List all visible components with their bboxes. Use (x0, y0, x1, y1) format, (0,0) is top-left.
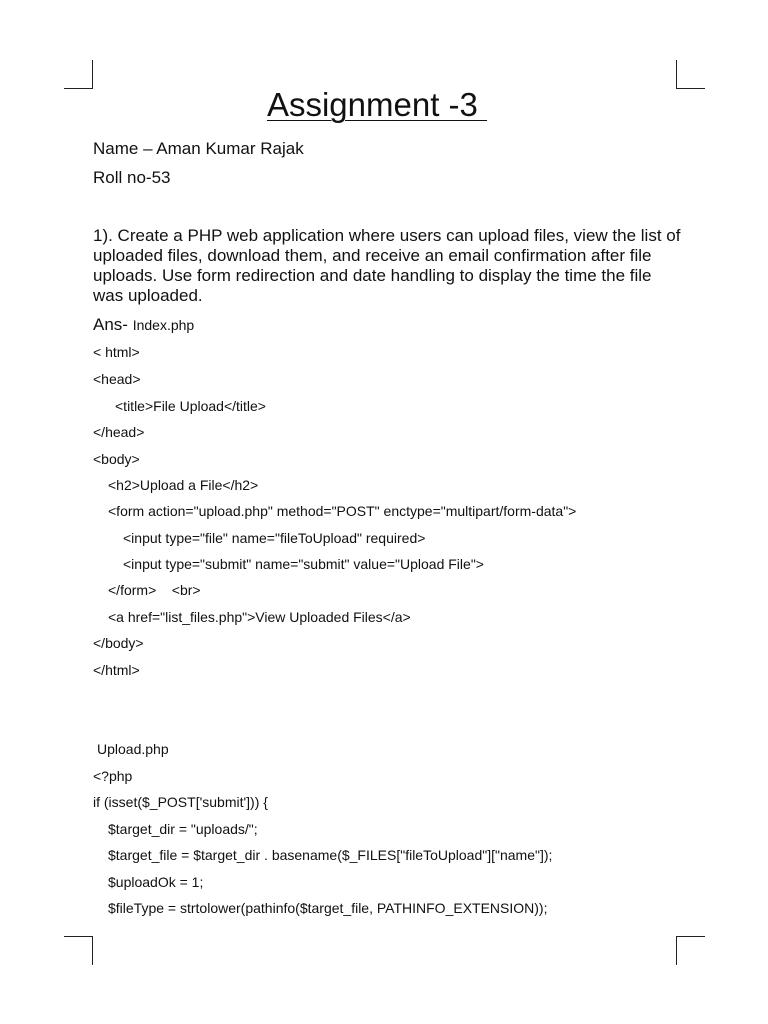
code-line: $target_file = $target_dir . basename($_FILES["fileToUpload"]["name"]); (108, 847, 553, 863)
question-text: 1). Create a PHP web application where users can upload files, view the list of uploaded files, download them, and receive an email confirmation after file uploads. Use form redirection and date handling to display the time the file was uploaded. (93, 226, 681, 305)
index-file-label: Index.php (132, 317, 195, 333)
answer-heading (93, 315, 194, 335)
code-line: $target_dir = "uploads/"; (108, 821, 258, 837)
code-line: <input type="file" name="fileToUpload" required> (123, 530, 426, 546)
roll-number: Roll no-53 (93, 168, 171, 187)
crop-mark-top-right (676, 60, 705, 89)
student-name: Name – Aman Kumar Rajak (93, 139, 304, 158)
code-line: </head> (93, 424, 145, 440)
code-line: < html> (93, 344, 140, 360)
assignment-title: Assignment -3 (266, 86, 488, 123)
code-line: <body> (93, 451, 140, 467)
code-line: </body> (93, 635, 144, 651)
code-line: </form> <br> (108, 582, 201, 598)
crop-mark-bottom-left (64, 936, 93, 965)
code-line: <?php (93, 768, 133, 784)
code-line: $fileType = strtolower(pathinfo($target_file, PATHINFO_EXTENSION)); (108, 900, 548, 916)
code-line: </html> (93, 662, 140, 678)
code-line: <input type="submit" name="submit" value="Upload File"> (123, 556, 484, 572)
code-line: <head> (93, 371, 141, 387)
code-line: <title>File Upload</title> (115, 398, 266, 414)
code-line: $uploadOk = 1; (108, 874, 204, 890)
answer-prefix: Ans- (93, 315, 128, 334)
code-line: if (isset($_POST['submit'])) { (93, 794, 268, 810)
upload-file-label: Upload.php (97, 741, 169, 757)
code-line: <h2>Upload a File</h2> (108, 477, 259, 493)
code-line: <a href="list_files.php">View Uploaded Files</a> (108, 609, 411, 625)
code-line: <form action="upload.php" method="POST" enctype="multipart/form-data"> (108, 503, 577, 519)
crop-mark-bottom-right (676, 936, 705, 965)
crop-mark-top-left (64, 60, 93, 89)
